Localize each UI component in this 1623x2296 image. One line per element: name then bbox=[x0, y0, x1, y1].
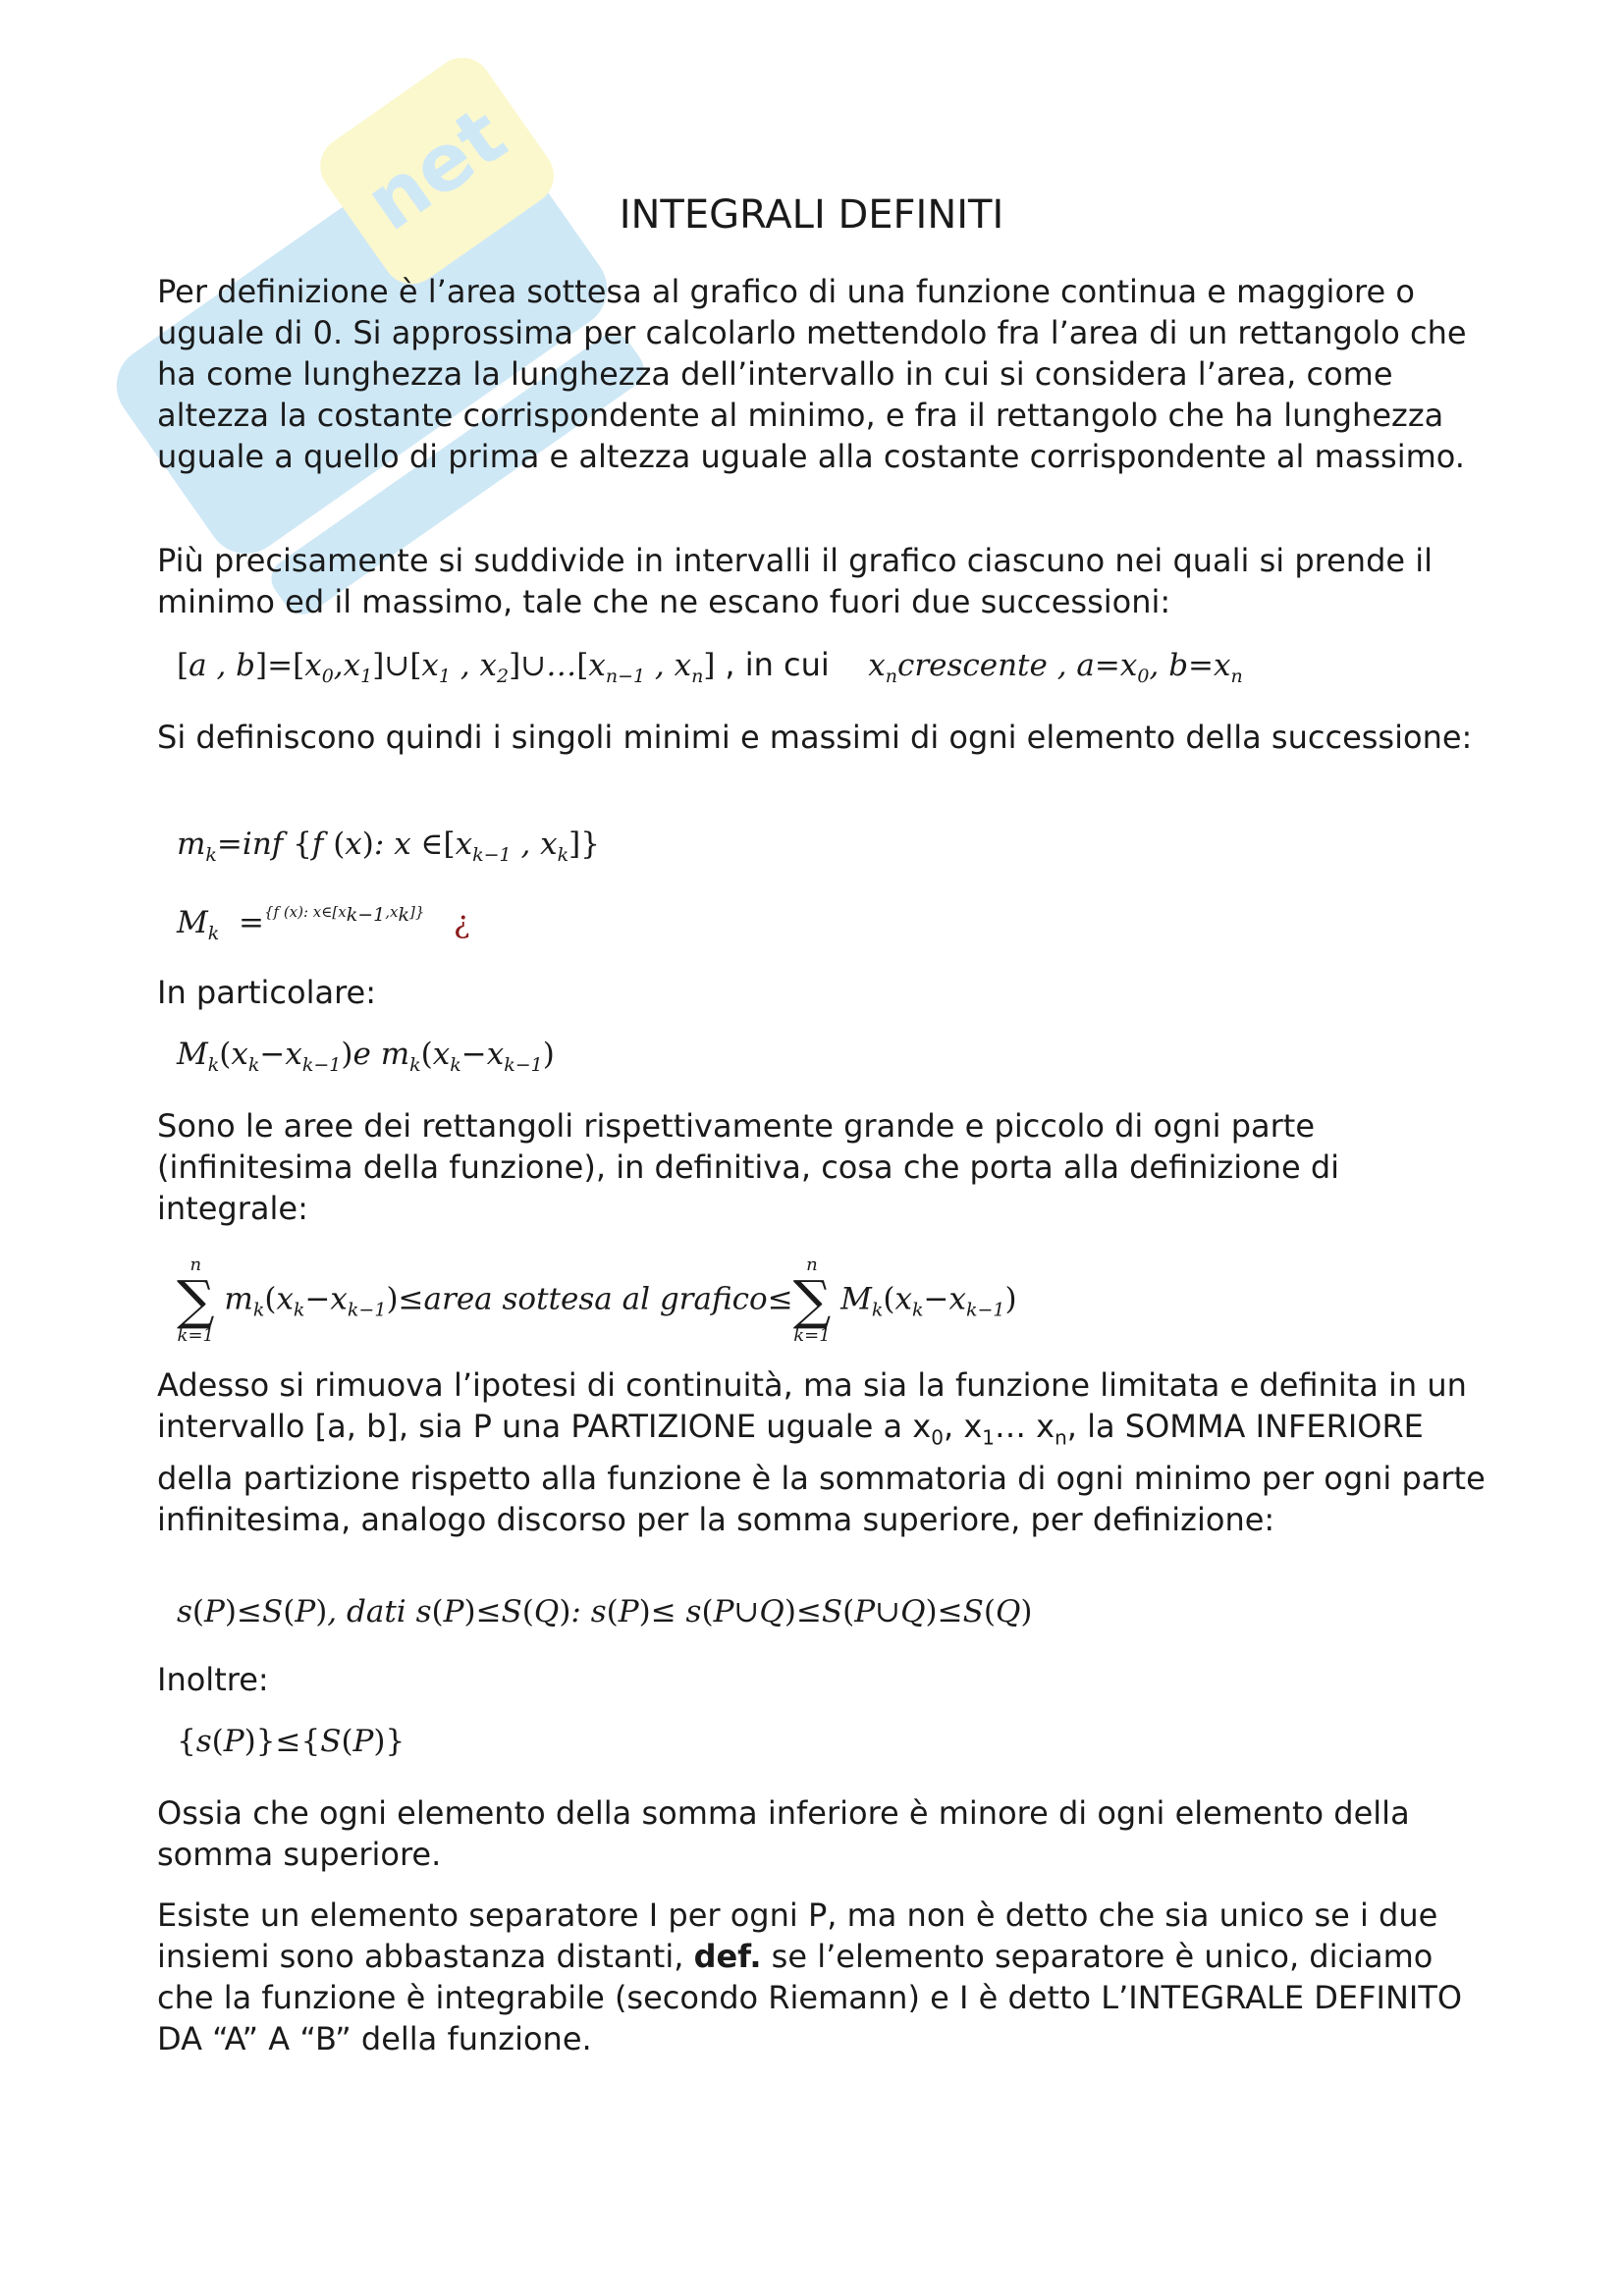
watermark-brand: net bbox=[349, 89, 522, 248]
formula-sets: {s(P)}≤{S(P)} bbox=[177, 1724, 406, 1759]
paragraph-ossia: Ossia che ogni elemento della somma inferiore è minore di ogni elemento della somma superiore. bbox=[157, 1794, 1410, 1873]
formula-area-text: area sottesa al grafico bbox=[423, 1281, 768, 1317]
formula-min: $m_k=inf$ {f (x): x $\in[x_{k-1}$ , $x_k$]} bbox=[177, 827, 601, 867]
formula-e-text: e bbox=[352, 1037, 371, 1072]
formula-dati-text: dati bbox=[347, 1594, 406, 1629]
paragraph-separatore: Esiste un elemento separatore I per ogni P, ma non è detto che sia unico se i due insiemi sono abbastanza distanti, def. se l’elemento separatore è unico, diciamo che la funzione è integrabile (secondo Riemann) e I è detto L’INTEGRALE DEFINITO DA “A” A “B” della funzione. bbox=[157, 1896, 1463, 2057]
paragraph-partition: Adesso si rimuova l’ipotesi di continuità, ma sia la funzione limitata e definita in un intervallo [a, b], sia P una PARTIZIONE uguale a $x_0$, $x_1\dots$ $x_n$, la SOMMA INFERIORE della partizione rispetto alla funzione è la sommatoria di ogni minimo per ogni parte infinitesima, analogo discorso per la somma superiore, per definizione: bbox=[157, 1366, 1486, 1539]
paragraph-particolare: In particolare: bbox=[157, 974, 376, 1011]
formula-rectangles: $M_k(x_k-x_{k-1})e$ $m_k(x_k-x_{k-1})$ bbox=[177, 1037, 555, 1077]
formula-lower-upper-sums: s(P)≤S(P), dati s(P)≤S(Q): s(P)≤ s(P∪Q)≤S(P∪Q)≤S(Q) bbox=[177, 1594, 1033, 1629]
paragraph-areas: Sono le aree dei rettangoli rispettivamente grande e piccolo di ogni parte (infinitesima della funzione), in definitiva, cosa che porta alla definizione di integrale: bbox=[157, 1107, 1340, 1227]
formula-riemann-sums: n ∑ k=1 $m_k(x_k-x_{k-1})\le area$ sottesa al grafico≤ n ∑ k=1 $M_k(x_k-x_{k-1})$ bbox=[177, 1255, 1017, 1346]
page-title: INTEGRALI DEFINITI bbox=[619, 192, 1004, 238]
formula-inf-text: inf bbox=[242, 827, 284, 862]
formula-max: $M_k =^{\{f (x): x\in[x_{k-1},x_k]\}}$ ¿ bbox=[177, 903, 470, 945]
formula-partition: [a , $b]=[x_0,x_1]\cup[x_1$ , $x_2]\cup\dots[x_{n-1}$ , $x_n$] , in cui $x_ncrescente$ , $a=x_0$, $b=x_n$ bbox=[177, 646, 1243, 688]
formula-incui-text: , in cui bbox=[725, 646, 830, 683]
paragraph-minmax: Si definiscono quindi i singoli minimi e massimi di ogni elemento della successione: bbox=[157, 719, 1473, 756]
paragraph-definition: Per definizione è l’area sottesa al grafico di una funzione continua e maggiore o uguale di 0. Si approssima per calcolarlo mettendolo fra l’area di un rettangolo che ha come lunghezza la lunghezza dell’intervallo in cui si considera l’area, come altezza la costante corrispondente al minimo, e fra il rettangolo che ha lunghezza uguale a quello di prima e altezza uguale alla costante corrispondente al massimo. bbox=[157, 273, 1467, 475]
formula-crescente-text: crescente bbox=[896, 648, 1048, 683]
paragraph-inoltre: Inoltre: bbox=[157, 1661, 269, 1698]
def-label: def. bbox=[693, 1938, 762, 1975]
paragraph-subdivision: Più precisamente si suddivide in intervalli il grafico ciascuno nei quali si prende il minimo ed il massimo, tale che ne escano fuori due successioni: bbox=[157, 542, 1434, 620]
